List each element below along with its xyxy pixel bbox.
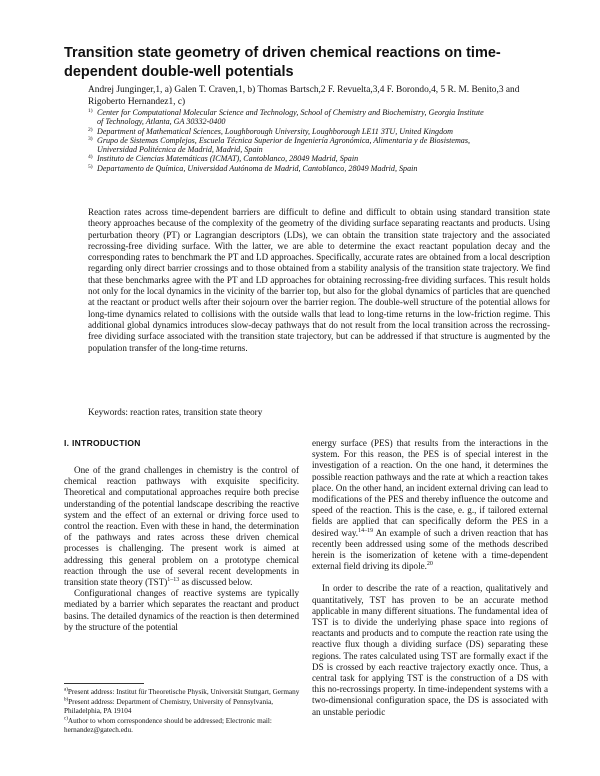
footnote [64, 717, 302, 736]
footnote-mark: c) [64, 716, 68, 722]
affiliation [88, 164, 488, 173]
section-heading: I. INTRODUCTION [64, 438, 141, 448]
affiliation-number: 5) [88, 163, 93, 170]
keywords: Keywords: reaction rates, transition state theory [88, 407, 263, 417]
footnote [64, 698, 302, 717]
affiliation-number: 1) [88, 108, 93, 114]
intro-paragraph [64, 465, 299, 588]
footnote-text: Present address: Institut für Theoretische Physik, Universität Stuttgart, Germany [67, 688, 300, 696]
affiliation-number: 2) [88, 126, 93, 133]
footnote-text: Author to whom correspondence should be addressed; Electronic mail: hernandez@gatech.edu. [64, 716, 272, 735]
footnote-mark: a) [64, 687, 68, 693]
abstract: Reaction rates across time-dependent barriers are difficult to define and difficult to obtain using standard transition state theory approaches because of the complexity of the geometry of the dividing surface separating reactants and products. Using perturbation theory (PT) or Lagrangian descriptors (LDs), we can obtain the transition state trajectory and the associated recrossing-free dividing surface. With the latter, we are able to determine the exact reactant population decay and the corresponding rates to benchmark the PT and LD approaches. Specifically, accurate rates are obtained from a local description regarding only direct barrier crossings and to those obtained from a stability analysis of the transition state trajectory. We find that these benchmarks agree with the PT and LD approaches for obtaining recrossing-free dividing surfaces. This result holds not only for the local dynamics in the vicinity of the barrier top, but also for the global dynamics of particles that are quenched at the reactant or product wells after their sojourn over the barrier region. The double-well structure of the potential allows for long-time dynamics related to collisions with the outside walls that lead to long-time returns in the low-friction regime. This additional global dynamics introduces slow-decay pathways that do not result from the local transition across the recrossing-free dividing surface associated with the transition state trajectory, but can be addressed if that structure is augmented by the population transfer of the long-time returns. [88, 207, 550, 353]
footnote-mark: b) [64, 697, 69, 703]
affiliation-text: Grupo de Sistemas Complejos, Escuela Técnica Superior de Ingeniería Agronómica, Alimentaria y de Biosistemas, Universidad Politécnica de Madrid, Madrid, Spain [97, 135, 471, 155]
footnote-text: Present address: Department of Chemistry, University of Pennsylvania, Philadelphia, PA 19104 [64, 697, 274, 716]
paragraph-text: An example of such a driven reaction that has recently been addressed using some of the methods described herein is the isomerization of ketene with a time-dependent external field driving its dipole. [312, 527, 548, 572]
intro-paragraph: Configurational changes of reactive systems are typically mediated by a barrier which separates the reactant and product basins. The detailed dynamics of the reaction is then determined by the structure of the potential [64, 588, 299, 632]
footnotes [64, 688, 302, 736]
paragraph-tail: as discussed below. [179, 577, 253, 588]
intro-paragraph [312, 438, 548, 572]
affiliation-text: Departamento de Química, Universidad Autónoma de Madrid, Cantoblanco, 28049 Madrid, Spain [97, 163, 418, 173]
paragraph-text: energy surface (PES) that results from the interactions in the system. For this reason, the PES is of special interest in the investigation of a reaction. On the one hand, it determines the possible reaction pathways and the rate at which a reaction takes place. On the other hand, an incident external driving can lead to modifications of the PES and thereby influence the outcome and speed of the reaction. This is the case, e. g., if tailored external fields are applied that can specifically deform the PES in a desired way. [312, 438, 548, 538]
author-list: Andrej Junginger,1, a) Galen T. Craven,1, b) Thomas Bartsch,2 F. Revuelta,3,4 F. Borondo,4, 5 R. M. Benito,3 and Rigoberto Hernandez1, c) [88, 85, 520, 107]
citation-ref: 20 [426, 561, 433, 568]
citation-ref: 14–19 [358, 527, 374, 534]
affiliation [88, 154, 488, 163]
affiliation-text: Instituto de Ciencias Matemáticas (ICMAT), Cantoblanco, 28049 Madrid, Spain [97, 154, 359, 164]
affiliation [88, 136, 488, 155]
intro-paragraph: In order to describe the rate of a reaction, qualitatively and quantitatively, TST has proven to be an accurate method applicable in many different situations. The fundamental idea of TST is to divide the underlying phase space into regions of reactants and products and to compute the reaction rate using the reactive flux though a dividing surface (DS) separating these regions. The rates calculated using TST are formally exact if the DS is crossed by each reactive trajectory exactly once. Thus, a central task for applying TST is the construction of a DS with this no-recrossings property. In time-independent systems with a two-dimensional configuration space, the DS is associated with an unstable periodic [312, 583, 548, 717]
affiliation-number: 3) [88, 135, 93, 142]
left-column [64, 465, 299, 633]
affiliation-text: Center for Computational Molecular Science and Technology, School of Chemistry and Biochemistry, Georgia Institute of Technology, Atlanta, GA 30332-0400 [97, 108, 484, 127]
affiliation [88, 127, 488, 136]
footnote-divider [64, 683, 144, 684]
footnote [64, 688, 302, 698]
paper-title: Transition state geometry of driven chemical reactions on time-dependent double-well potentials [64, 45, 501, 80]
affiliation-number: 4) [88, 154, 93, 161]
citation-ref: 1–13 [167, 577, 180, 583]
affiliation [88, 108, 488, 127]
paragraph-text: One of the grand challenges in chemistry is the control of chemical reaction pathways with exquisite specificity. Theoretical and computational approaches require both precise understanding of the potential landscape describing the reactive system and the effect of an external or driving force used to control the reaction. Even with these in hand, the determination of the pathways and rates across these driven chemical processes is challenging. The present work is aimed at addressing this general problem on a prototype chemical reaction through the use of several recent developments in transition state theory (TST) [64, 465, 299, 588]
affiliation-text: Department of Mathematical Sciences, Loughborough University, Loughborough LE11 3TU, United Kingdom [97, 126, 454, 136]
affiliations [88, 108, 488, 173]
right-column [312, 438, 548, 718]
